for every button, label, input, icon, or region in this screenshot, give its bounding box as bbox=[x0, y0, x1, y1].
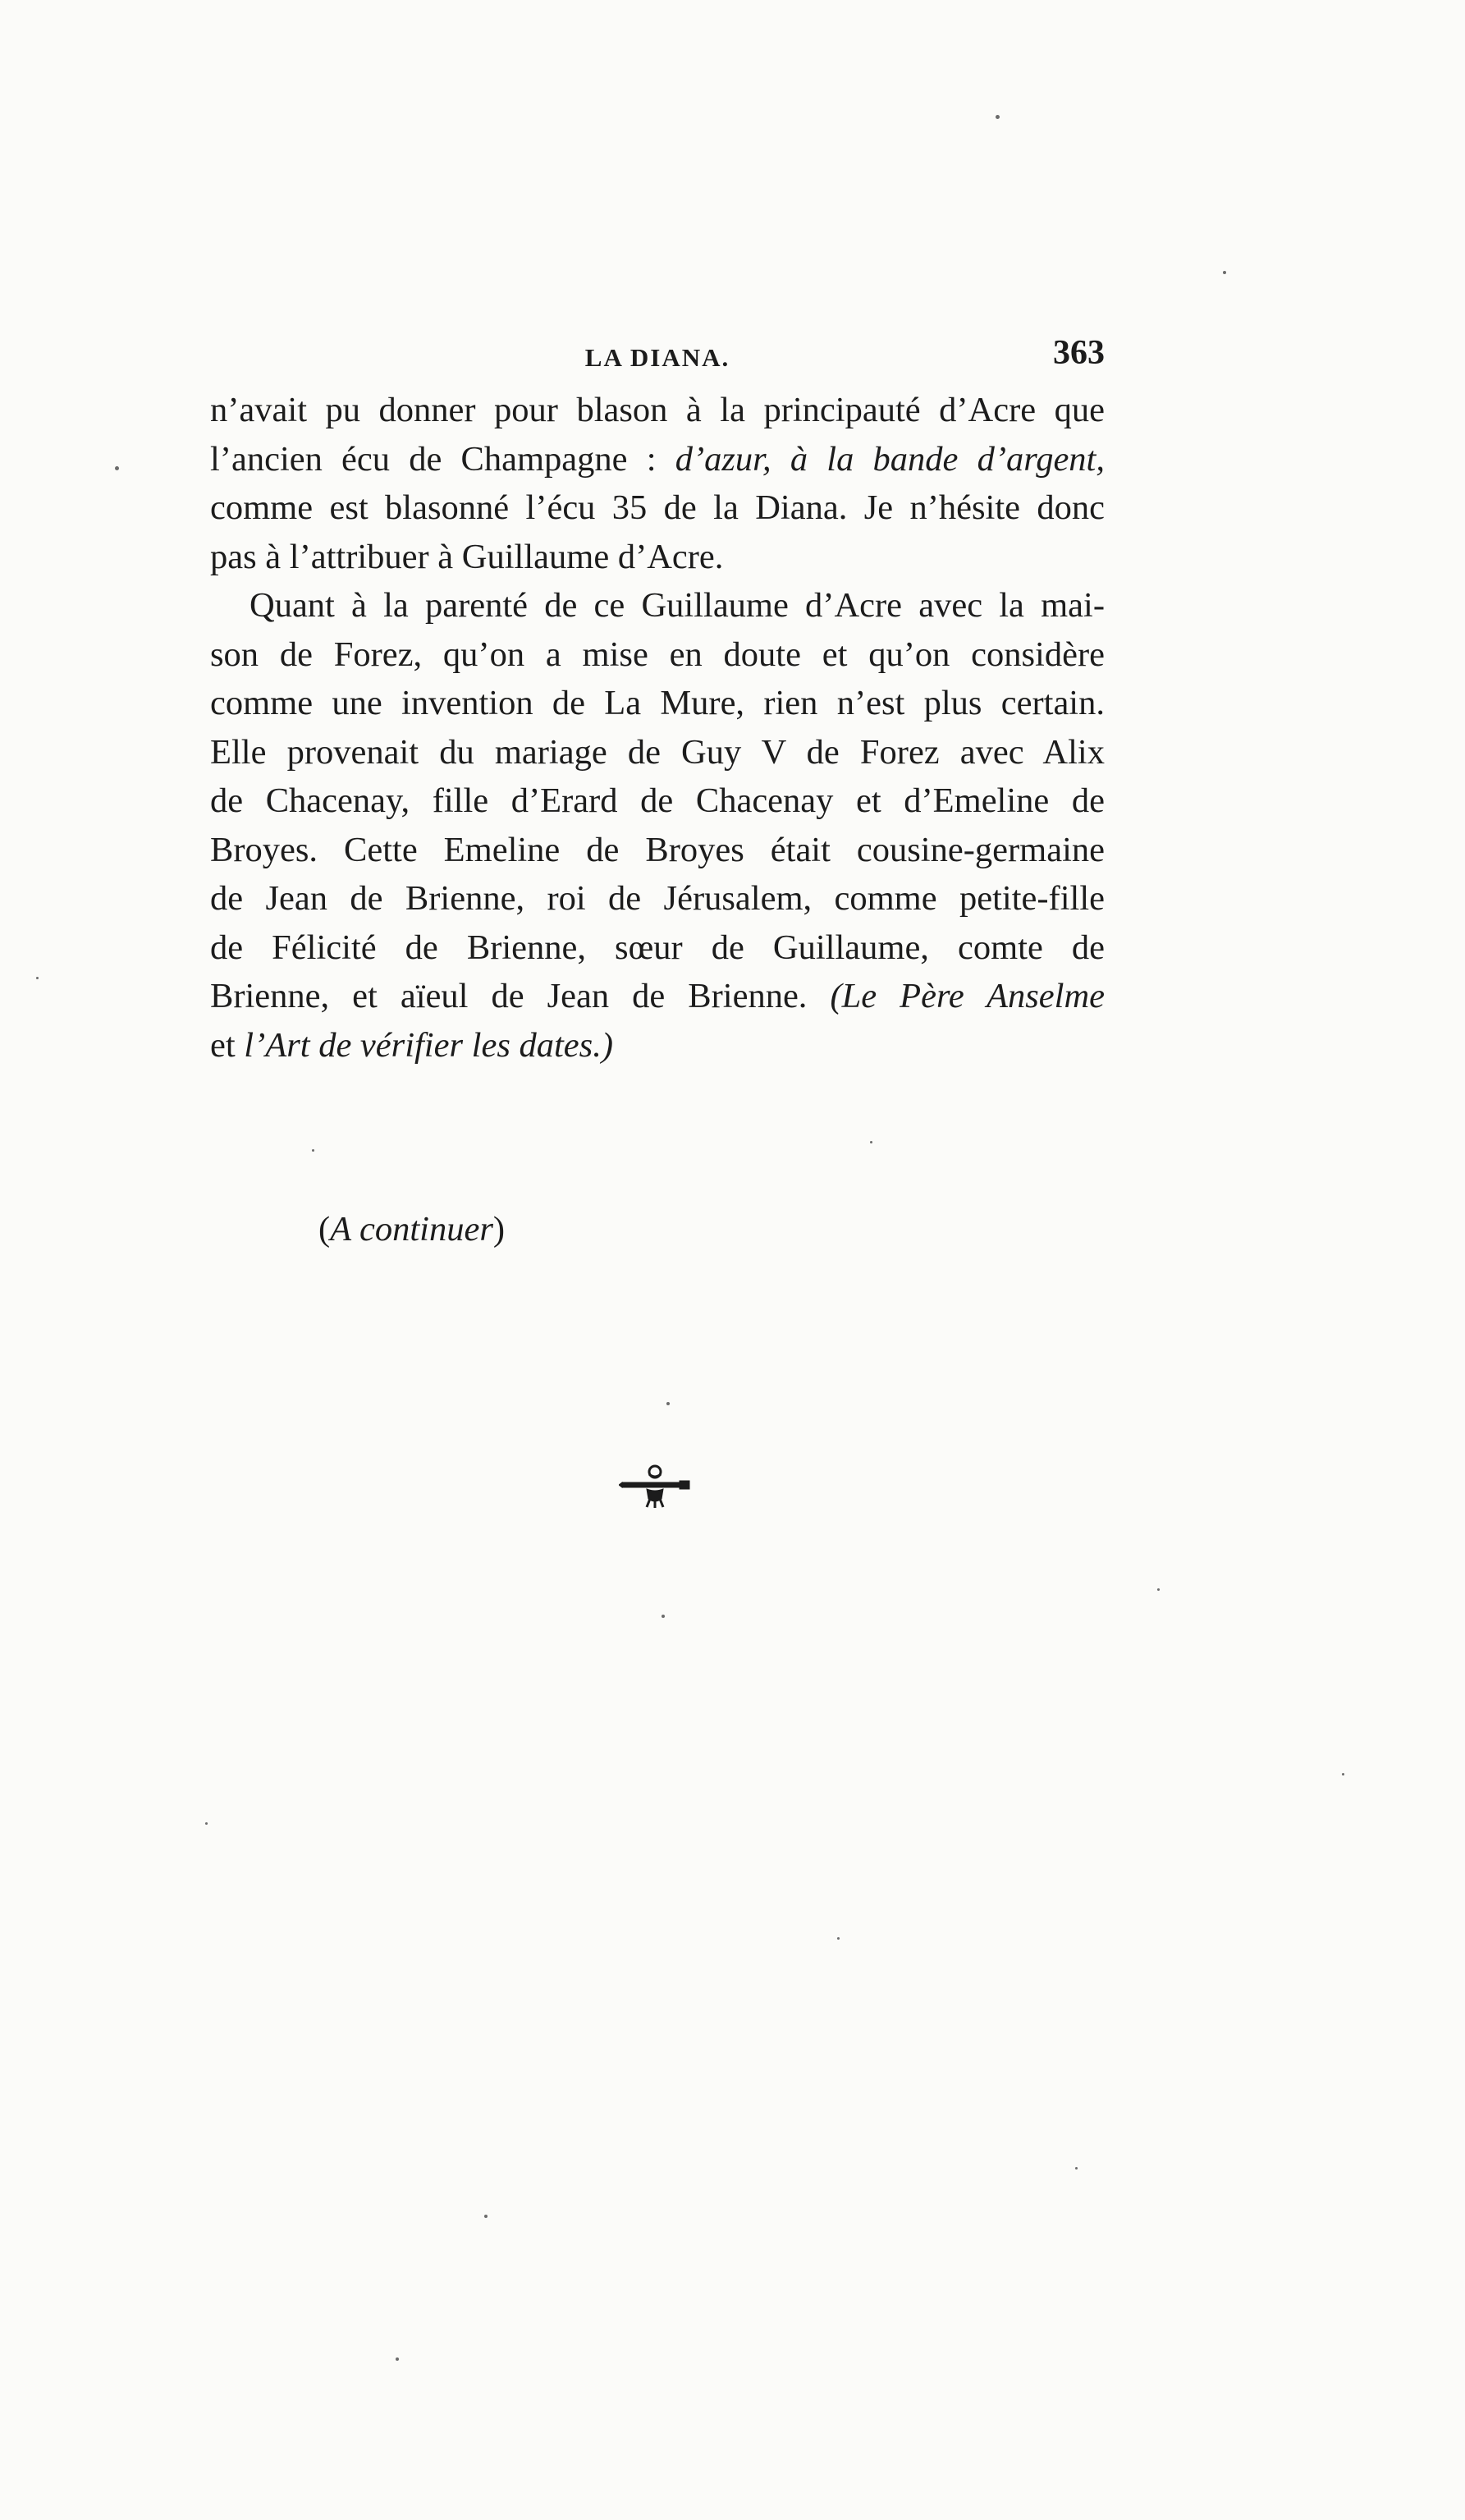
page-number: 363 bbox=[1053, 334, 1105, 372]
italic-text-run: d’azur, à la bande d’argent, bbox=[675, 439, 1105, 479]
paper-speck bbox=[205, 1822, 208, 1825]
text-line bbox=[210, 826, 1105, 875]
paper-speck bbox=[837, 1937, 840, 1940]
text-line bbox=[210, 1021, 1105, 1070]
italic-text-run: l’Art de vérifier les dates.) bbox=[244, 1025, 613, 1065]
text-line bbox=[210, 923, 1105, 973]
text-run: de Chacenay, fille d’Erard de Chacenay et d’Emeline de bbox=[210, 781, 1105, 820]
text-line bbox=[210, 777, 1105, 826]
paper-speck bbox=[115, 466, 119, 470]
text-run: de Jean de Brienne, roi de Jérusalem, comme petite-fille bbox=[210, 879, 1105, 918]
paper-speck bbox=[1223, 271, 1226, 274]
body-text bbox=[210, 386, 1105, 1070]
text-run: n’avait pu donner pour blason à la principauté d’Acre que bbox=[210, 391, 1105, 429]
paper-speck bbox=[36, 977, 39, 979]
text-run: comme est blasonné l’écu 35 de la Diana. Je n’hésite donc bbox=[210, 488, 1105, 527]
text-run: son de Forez, qu’on a mise en doute et qu’on considère bbox=[210, 635, 1105, 674]
paper-speck bbox=[312, 1149, 314, 1152]
text-line bbox=[210, 728, 1105, 777]
paragraph bbox=[210, 386, 1105, 581]
text-run: de Félicité de Brienne, sœur de Guillaume, comte de bbox=[210, 928, 1105, 967]
text-line bbox=[210, 874, 1105, 923]
text-run: Brienne, et aïeul de Jean de Brienne. bbox=[210, 977, 831, 1015]
italic-text-run: (Le Père Anselme bbox=[830, 977, 1105, 1015]
paper-speck bbox=[1342, 1773, 1344, 1775]
running-title: LA DIANA. bbox=[584, 343, 730, 372]
text-line bbox=[210, 972, 1105, 1021]
text-run: Elle provenait du mariage de Guy V de Forez avec Alix bbox=[210, 732, 1105, 772]
text-line bbox=[210, 435, 1105, 484]
paper-speck bbox=[870, 1141, 872, 1143]
text-line bbox=[210, 533, 1105, 582]
paper-speck bbox=[666, 1402, 670, 1405]
paper-speck bbox=[662, 1615, 665, 1618]
paper-speck bbox=[484, 2215, 488, 2218]
fleuron-ornament-icon bbox=[619, 1463, 691, 1512]
continuation-note bbox=[318, 1209, 505, 1249]
text-line bbox=[210, 679, 1105, 728]
continuation-close-paren: ) bbox=[492, 1210, 506, 1249]
text-line bbox=[210, 483, 1105, 533]
paper-speck bbox=[1075, 2167, 1078, 2169]
paper-speck bbox=[396, 2357, 399, 2361]
text-line bbox=[210, 630, 1105, 680]
paragraph bbox=[210, 581, 1105, 1070]
text-line bbox=[210, 386, 1105, 435]
text-run: pas à l’attribuer à Guillaume d’Acre. bbox=[210, 537, 724, 576]
text-run: Quant à la parenté de ce Guillaume d’Acre avec la mai- bbox=[250, 586, 1105, 625]
paper-speck bbox=[996, 115, 1000, 119]
text-run: comme une invention de La Mure, rien n’est plus certain. bbox=[210, 684, 1105, 722]
text-run: l’ancien écu de Champagne : bbox=[210, 439, 675, 479]
text-line bbox=[210, 581, 1105, 630]
text-run: Broyes. Cette Emeline de Broyes était cousine-germaine bbox=[210, 830, 1105, 869]
paper-speck bbox=[1157, 1588, 1160, 1591]
continuation-open-paren: ( bbox=[318, 1210, 331, 1249]
running-head bbox=[210, 333, 1105, 383]
continuation-text: A continuer bbox=[330, 1210, 493, 1249]
text-run: et bbox=[210, 1025, 245, 1065]
